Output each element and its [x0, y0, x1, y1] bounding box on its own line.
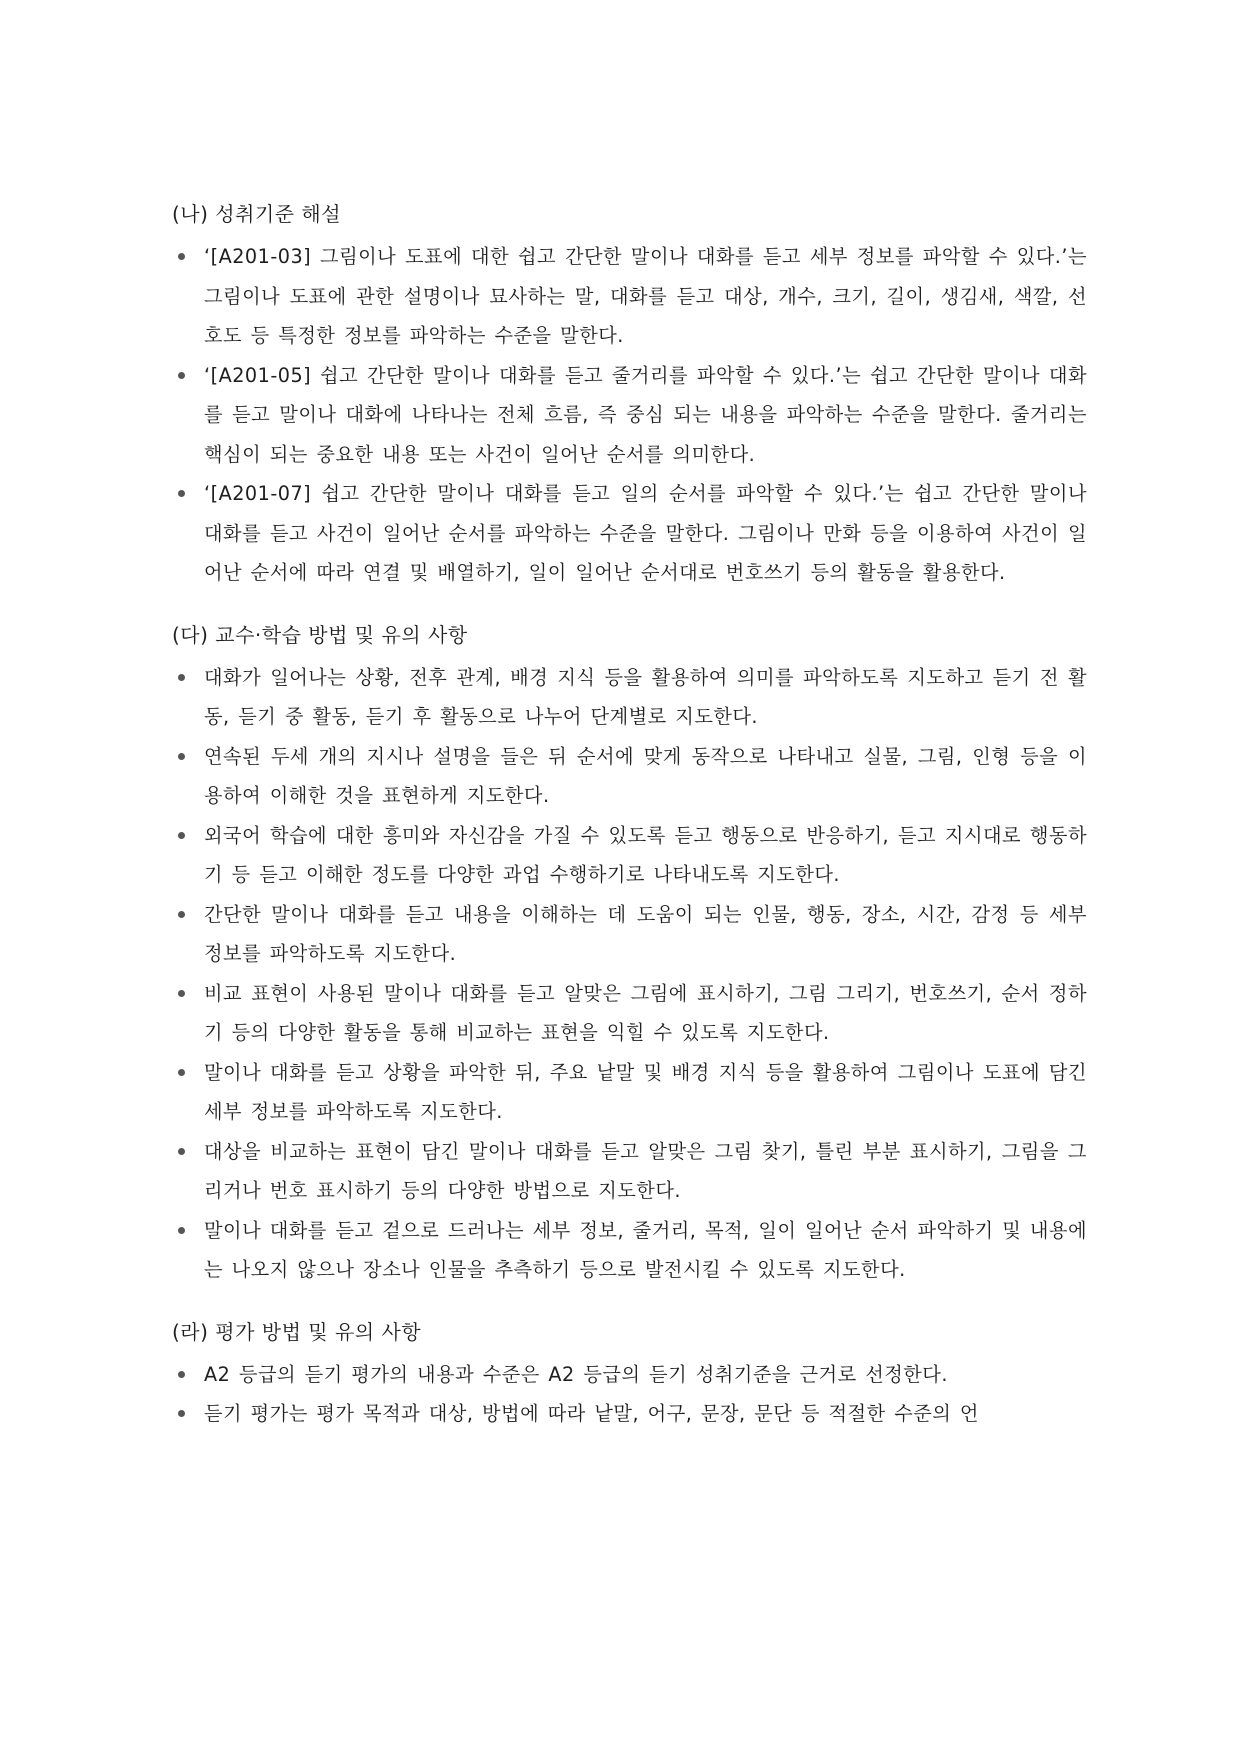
- section-heading: (나) 성취기준 해설: [172, 202, 342, 226]
- list-item: [172, 356, 1087, 475]
- section-heading: (다) 교수‧학습 방법 및 유의 사항: [172, 622, 468, 647]
- list-item: [172, 237, 1087, 356]
- bullet-icon: [178, 253, 185, 260]
- list-item: [172, 474, 1087, 593]
- bullet-icon: [178, 674, 185, 681]
- bullet-icon: [178, 1410, 185, 1417]
- list-item: [172, 1211, 1087, 1290]
- section-achievement-standards: [172, 200, 1087, 593]
- bullet-icon: [178, 372, 185, 379]
- document-page: [172, 200, 1087, 1434]
- list-item-text: 듣기 평가는 평가 목적과 대상, 방법에 따라 낱말, 어구, 문장, 문단 등 적절한 수준의 언: [204, 1402, 979, 1425]
- bullet-icon: [178, 1227, 185, 1234]
- list-item-text: 간단한 말이나 대화를 듣고 내용을 이해하는 데 도움이 되는 인물, 행동, 장소, 시간, 감정 등 세부 정보를 파악하도록 지도한다.: [204, 902, 1087, 965]
- list-item-text: ‘[A201-07] 쉽고 간단한 말이나 대화를 듣고 일의 순서를 파악할 수 있다.’는 쉽고 간단한 말이나 대화를 듣고 사건이 일어난 순서를 파악하는 수준을 말한다. 그림이나 만화 등을 이용하여 사건이 일어난 순서에 따라 연결 및 배열하기, 일이 일어난 순서대로 번호쓰기 등의 활동을 활용한다.: [204, 482, 1087, 584]
- list-item-text: 말이나 대화를 듣고 상황을 파악한 뒤, 주요 낱말 및 배경 지식 등을 활용하여 그림이나 도표에 담긴 세부 정보를 파악하도록 지도한다.: [204, 1060, 1087, 1123]
- list-item-text: 외국어 학습에 대한 흥미와 자신감을 가질 수 있도록 듣고 행동으로 반응하기, 듣고 지시대로 행동하기 등 듣고 이해한 정도를 다양한 과업 수행하기로 나타내도록 지도한다.: [204, 823, 1087, 886]
- list-item: [172, 816, 1087, 895]
- list-item: [172, 1053, 1087, 1132]
- list-item: [172, 658, 1087, 737]
- list-item: [172, 1355, 1087, 1395]
- list-item: [172, 737, 1087, 816]
- bullet-list: [172, 658, 1087, 1290]
- section-teaching-methods: [172, 621, 1087, 1290]
- section-evaluation-methods: [172, 1318, 1087, 1434]
- bullet-icon: [178, 1371, 185, 1378]
- list-item-text: ‘[A201-03] 그림이나 도표에 대한 쉽고 간단한 말이나 대화를 듣고 세부 정보를 파악할 수 있다.’는 그림이나 도표에 관한 설명이나 묘사하는 말, 대화를 듣고 대상, 개수, 크기, 길이, 생김새, 색깔, 선호도 등 특정한 정보를 파악하는 수준을 말한다.: [204, 245, 1087, 347]
- bullet-list: [172, 237, 1087, 593]
- bullet-icon: [178, 753, 185, 760]
- bullet-icon: [178, 1148, 185, 1155]
- bullet-icon: [178, 911, 185, 918]
- bullet-icon: [178, 1069, 185, 1076]
- list-item-text: 대화가 일어나는 상황, 전후 관계, 배경 지식 등을 활용하여 의미를 파악하도록 지도하고 듣기 전 활동, 듣기 중 활동, 듣기 후 활동으로 나누어 단계별로 지도한다.: [204, 665, 1087, 728]
- list-item-text: 연속된 두세 개의 지시나 설명을 들은 뒤 순서에 맞게 동작으로 나타내고 실물, 그림, 인형 등을 이용하여 이해한 것을 표현하게 지도한다.: [204, 744, 1087, 807]
- list-item: [172, 1394, 1087, 1434]
- list-item-text: A2 등급의 듣기 평가의 내용과 수준은 A2 등급의 듣기 성취기준을 근거로 선정한다.: [204, 1362, 948, 1386]
- list-item: [172, 974, 1087, 1053]
- bullet-icon: [178, 990, 185, 997]
- list-item-text: 대상을 비교하는 표현이 담긴 말이나 대화를 듣고 알맞은 그림 찾기, 틀린 부분 표시하기, 그림을 그리거나 번호 표시하기 등의 다양한 방법으로 지도한다.: [204, 1139, 1087, 1202]
- list-item: [172, 895, 1087, 974]
- list-item: [172, 1132, 1087, 1211]
- list-item-text: ‘[A201-05] 쉽고 간단한 말이나 대화를 듣고 줄거리를 파악할 수 있다.’는 쉽고 간단한 말이나 대화를 듣고 말이나 대화에 나타나는 전체 흐름, 즉 중심 되는 내용을 파악하는 수준을 말한다. 줄거리는 핵심이 되는 중요한 내용 또는 사건이 일어난 순서를 의미한다.: [204, 363, 1087, 466]
- bullet-list: [172, 1355, 1087, 1434]
- bullet-icon: [178, 832, 185, 839]
- section-heading: (라) 평가 방법 및 유의 사항: [172, 1319, 422, 1344]
- list-item-text: 말이나 대화를 듣고 겉으로 드러나는 세부 정보, 줄거리, 목적, 일이 일어난 순서 파악하기 및 내용에는 나오지 않으나 장소나 인물을 추측하기 등으로 발전시킬 수 있도록 지도한다.: [204, 1218, 1087, 1281]
- bullet-icon: [178, 490, 185, 497]
- list-item-text: 비교 표현이 사용된 말이나 대화를 듣고 알맞은 그림에 표시하기, 그림 그리기, 번호쓰기, 순서 정하기 등의 다양한 활동을 통해 비교하는 표현을 익힐 수 있도록 지도한다.: [204, 981, 1087, 1044]
